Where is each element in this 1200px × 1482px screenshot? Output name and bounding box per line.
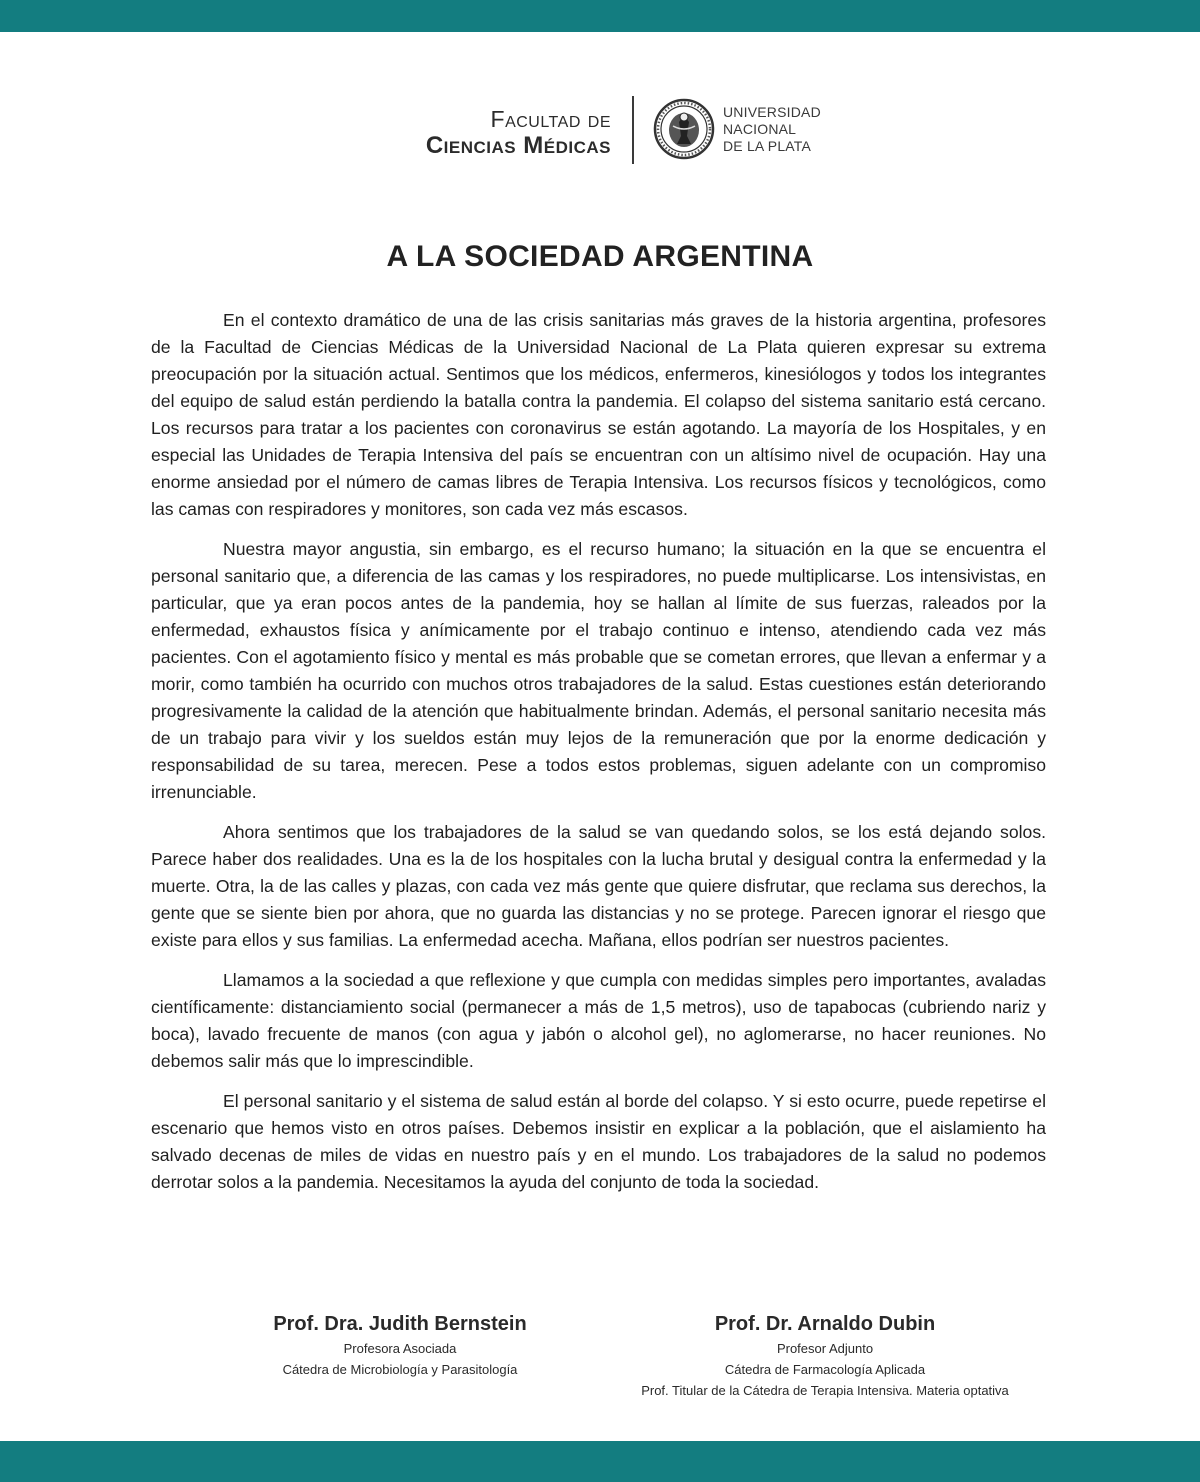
body-paragraph-1: En el contexto dramático de una de las crisis sanitarias más graves de la historia argentina, profesores de la Facultad de Ciencias Médicas de la Universidad Nacional de La Plata quieren expresar su extrema preocupación por la situación actual. Sentimos que los médicos, enfermeros, kinesiólogos y todos los integrantes del equipo de salud están perdiendo la batalla contra la pandemia. El colapso del sistema sanitario está cercano. Los recursos para tratar a los pacientes con coronavirus se están agotando. La mayoría de los Hospitales, y en especial las Unidades de Terapia Intensiva del país se encuentran con un altísimo nivel de ocupación. Hay una enorme ansiedad por el número de camas libres de Terapia Intensiva. Los recursos físicos y tecnológicos, como las camas con respiradores y monitores, son cada vez más escasos. <box>151 310 1046 519</box>
university-name-line3: DE LA PLATA <box>723 138 812 154</box>
signatory-name: Prof. Dra. Judith Bernstein <box>273 1313 527 1335</box>
faculty-name-line1: Facultad de <box>490 106 611 132</box>
signatory-department: Cátedra de Farmacología Aplicada <box>724 1362 926 1377</box>
signatory-role: Profesor Adjunto <box>776 1341 874 1356</box>
signatory-name: Prof. Dr. Arnaldo Dubin <box>714 1313 936 1335</box>
top-color-band <box>0 0 1200 32</box>
faculty-name-line2: Ciencias Médicas <box>425 132 611 159</box>
signature-bernstein <box>240 1310 560 1380</box>
signatory-role: Profesora Asociada <box>343 1341 457 1356</box>
body-paragraph-2: Nuestra mayor angustia, sin embargo, es el recurso humano; la situación en la que se encuentra el personal sanitario que, a diferencia de las camas y los respiradores, no puede multiplicarse. Los intensivistas, en particular, que ya eran pocos antes de la pandemia, hoy se hallan al límite de sus fuerzas, raleados por la enfermedad, exhaustos física y anímicamente por el trabajo continuo e intenso, atendiendo cada vez más pacientes. Con el agotamiento físico y mental es más probable que se cometan errores, que llevan a enfermar y a morir, como también ha ocurrido con muchos otros trabajadores de la salud. Estas cuestiones están deteriorando progresivamente la calidad de la atención que habitualmente brindan. Además, el personal sanitario necesita más de un trabajo para vivir y los sueldos están muy lejos de la remuneración que por la enorme dedicación y responsabilidad de su tarea, merecen. Pese a todos estos problemas, siguen adelante con un compromiso irrenunciable. <box>151 539 1046 802</box>
document-title: A LA SOCIEDAD ARGENTINA <box>386 240 814 273</box>
bottom-color-band <box>0 1441 1200 1482</box>
faculty-name <box>426 106 611 160</box>
university-seal-icon <box>653 96 715 162</box>
header-divider <box>632 96 634 164</box>
body-paragraph-5: El personal sanitario y el sistema de salud están al borde del colapso. Y si esto ocurre, puede repetirse el escenario que hemos visto en otros países. Debemos insistir en explicar a la población, que el aislamiento ha salvado decenas de miles de vidas en nuestro país y en el mundo. Los trabajadores de la salud no podemos derrotar solos a la pandemia. Necesitamos la ayuda del conjunto de toda la sociedad. <box>151 1091 1046 1192</box>
signatory-additional-role: Prof. Titular de la Cátedra de Terapia Intensiva. Materia optativa <box>641 1383 1009 1398</box>
body-paragraph-4: Llamamos a la sociedad a que reflexione y que cumpla con medidas simples pero importantes, avaladas científicamente: distanciamiento social (permanecer a más de 1,5 metros), uso de tapabocas (cubriendo nariz y boca), lavado frecuente de manos (con agua y jabón o alcohol gel), no aglomerarse, no hacer reuniones. No debemos salir más que lo imprescindible. <box>151 970 1046 1071</box>
document-header <box>0 92 1200 170</box>
university-name-line1: UNIVERSIDAD <box>723 104 821 120</box>
body-paragraph-3: Ahora sentimos que los trabajadores de la salud se van quedando solos, se los está dejando solos. Parece haber dos realidades. Una es la de los hospitales con la lucha brutal y desigual contra la enfermedad y la muerte. Otra, la de las calles y plazas, con cada vez más gente que quiere disfrutar, que reclama sus derechos, la gente que se siente bien por ahora, que no guarda las distancias y no se protege. Parecen ignorar el riesgo que existe para ellos y sus familias. La enfermedad acecha. Mañana, ellos podrían ser nuestros pacientes. <box>151 822 1046 950</box>
signatory-department: Cátedra de Microbiología y Parasitología <box>282 1362 518 1377</box>
university-name <box>723 104 821 155</box>
university-name-line2: NACIONAL <box>723 121 797 137</box>
signature-dubin <box>590 1310 1060 1401</box>
letter-body <box>151 307 1046 1209</box>
